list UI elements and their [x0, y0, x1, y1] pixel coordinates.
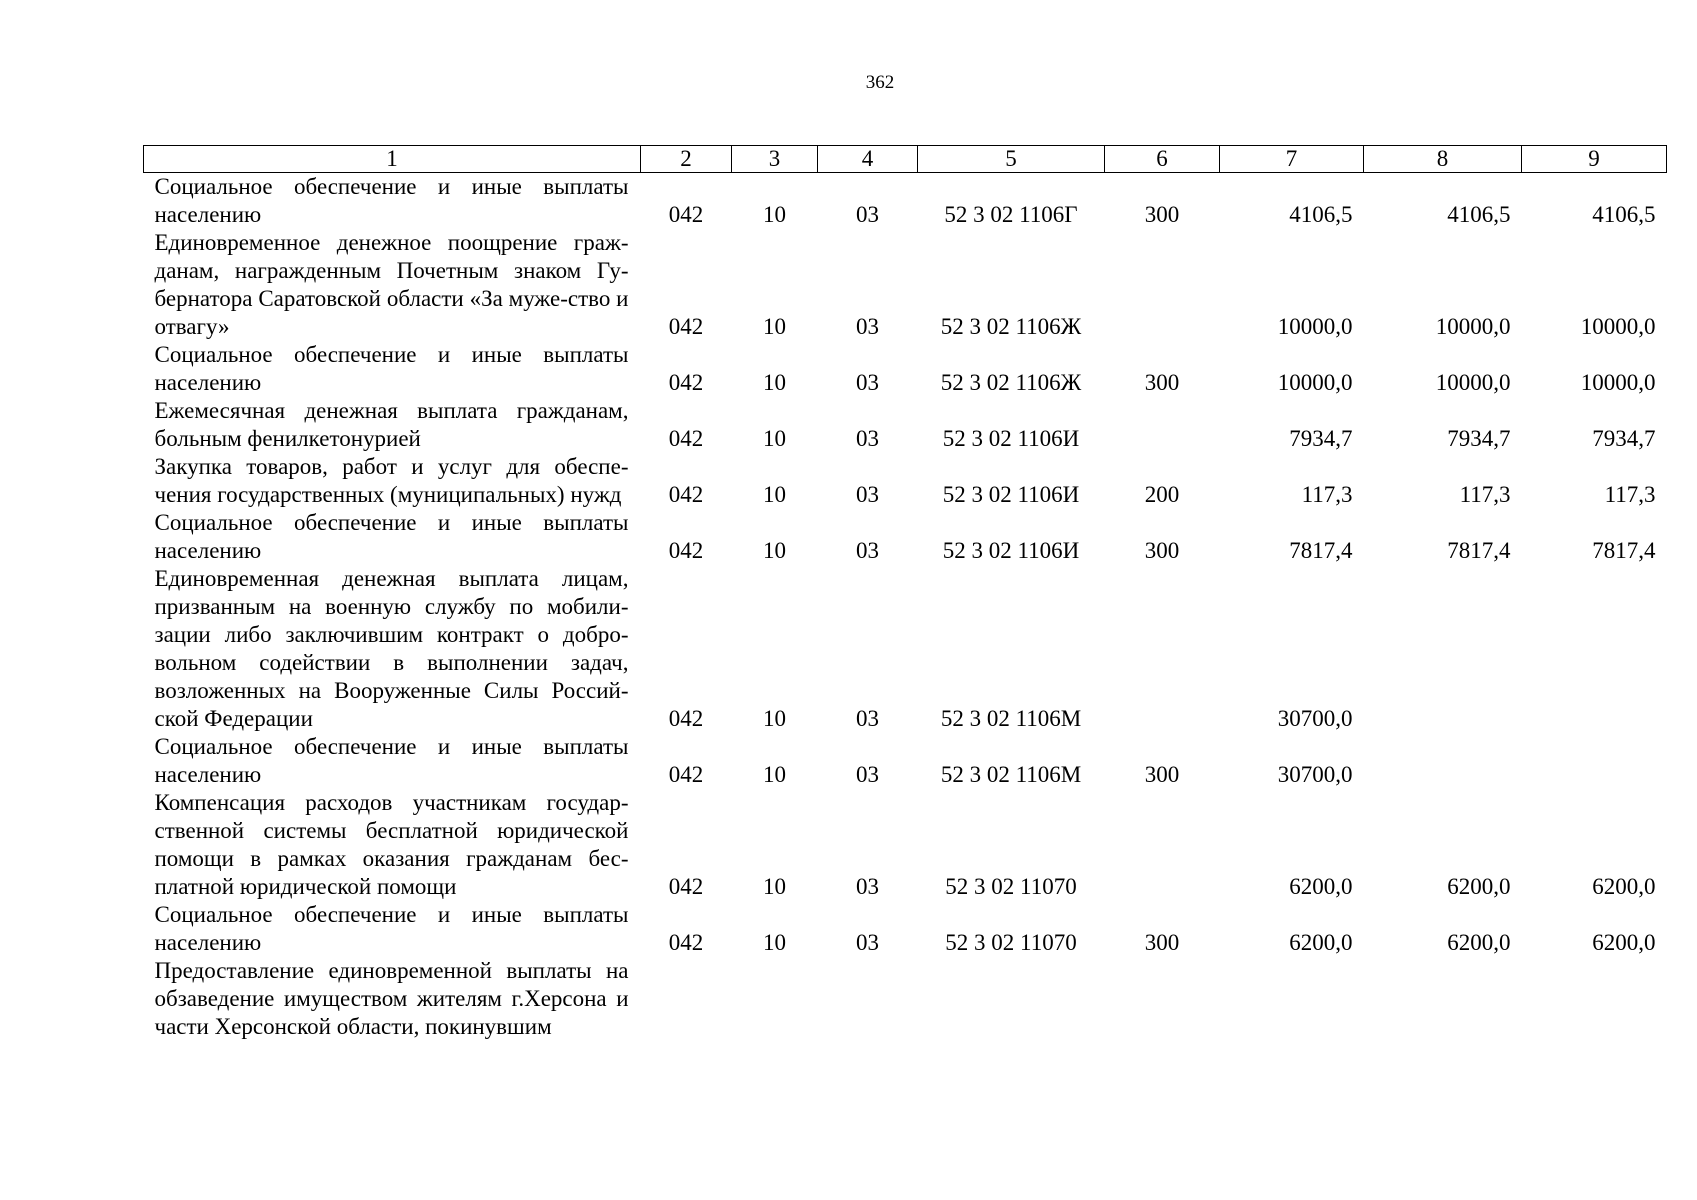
- table-row: [144, 173, 1667, 230]
- table-row: [144, 453, 1667, 509]
- cell-amount-7: 30700,0: [1277, 706, 1353, 731]
- row-description: Единовременное денежное поощрение граж-данам, награжденным Почетным знаком Гу-бернатора Саратовской области «За муже-ство и отвагу»: [154, 230, 629, 339]
- cell-expense-type: 300: [1144, 930, 1180, 955]
- cell-amount-8: 10000,0: [1435, 314, 1511, 339]
- cell-amount-8: 10000,0: [1435, 370, 1511, 395]
- budget-table: [143, 145, 1667, 1041]
- cell-amount-9: 117,3: [1604, 482, 1656, 507]
- cell-subsection: 03: [856, 930, 879, 955]
- cell-amount-9: [1522, 733, 1667, 789]
- page-number: 362: [865, 72, 895, 93]
- cell-expense-type: 300: [1144, 202, 1180, 227]
- table-header: [144, 146, 1667, 173]
- cell-target-article: 52 3 02 1106М: [940, 706, 1082, 731]
- cell-target-article: 52 3 02 1106Ж: [940, 314, 1082, 339]
- cell-section: 10: [763, 762, 786, 787]
- cell-amount-7: 6200,0: [1289, 930, 1353, 955]
- cell-amount-7: 7934,7: [1289, 426, 1353, 451]
- cell-amount-8: [1364, 733, 1522, 789]
- cell-subsection: 03: [856, 762, 879, 787]
- row-description: Социальное обеспечение и иные выплаты населению: [154, 510, 629, 563]
- row-description: Компенсация расходов участникам государ-ственной системы бесплатной юридической помощи в рамках оказания гражданам бес-платной юридической помощи: [154, 790, 629, 899]
- cell-subsection: [818, 957, 918, 1041]
- cell-ministry-code: 042: [668, 202, 704, 227]
- cell-expense-type: 300: [1144, 538, 1180, 563]
- cell-target-article: 52 3 02 1106Г: [944, 202, 1078, 227]
- cell-subsection: 03: [856, 426, 879, 451]
- cell-amount-9: 6200,0: [1592, 930, 1656, 955]
- cell-amount-8: 4106,5: [1447, 202, 1511, 227]
- cell-ministry-code: 042: [668, 874, 704, 899]
- table-body: [144, 173, 1667, 1042]
- cell-amount-9: 7934,7: [1592, 426, 1656, 451]
- cell-ministry-code: 042: [668, 314, 704, 339]
- header-col-7: 7: [1220, 146, 1364, 173]
- cell-subsection: 03: [856, 538, 879, 563]
- cell-subsection: 03: [856, 202, 879, 227]
- cell-section: 10: [763, 874, 786, 899]
- cell-expense-type: [1105, 789, 1220, 901]
- cell-amount-7: 4106,5: [1289, 202, 1353, 227]
- cell-subsection: 03: [856, 706, 879, 731]
- header-col-4: 4: [818, 146, 918, 173]
- cell-section: 10: [763, 706, 786, 731]
- header-row: [144, 146, 1667, 173]
- row-description: Социальное обеспечение и иные выплаты населению: [154, 902, 629, 955]
- cell-expense-type: [1105, 957, 1220, 1041]
- cell-expense-type: [1105, 229, 1220, 341]
- cell-section: 10: [763, 930, 786, 955]
- table-row: [144, 397, 1667, 453]
- cell-expense-type: 300: [1144, 762, 1180, 787]
- table-row: [144, 509, 1667, 565]
- cell-amount-9: 7817,4: [1592, 538, 1656, 563]
- cell-section: 10: [763, 202, 786, 227]
- row-description: Единовременная денежная выплата лицам, призванным на военную службу по мобили-зации либо заключившим контракт о добро-вольном содействии в выполнении задач, возложенных на Вооруженные Силы Россий-ской Федерации: [154, 566, 629, 731]
- table-row: [144, 957, 1667, 1041]
- cell-ministry-code: 042: [668, 426, 704, 451]
- cell-subsection: 03: [856, 482, 879, 507]
- row-description: Ежемесячная денежная выплата гражданам, больным фенилкетонурией: [154, 398, 629, 451]
- cell-section: 10: [763, 426, 786, 451]
- cell-amount-7: 7817,4: [1289, 538, 1353, 563]
- cell-ministry-code: 042: [668, 538, 704, 563]
- cell-section: 10: [763, 314, 786, 339]
- cell-amount-9: 10000,0: [1580, 370, 1656, 395]
- cell-ministry-code: 042: [668, 706, 704, 731]
- cell-subsection: 03: [856, 370, 879, 395]
- cell-amount-7: 6200,0: [1289, 874, 1353, 899]
- cell-amount-8: 6200,0: [1447, 930, 1511, 955]
- header-col-2: 2: [641, 146, 732, 173]
- cell-section: 10: [763, 482, 786, 507]
- header-col-3: 3: [732, 146, 818, 173]
- cell-ministry-code: 042: [668, 482, 704, 507]
- cell-amount-8: 7817,4: [1447, 538, 1511, 563]
- cell-target-article: 52 3 02 1106Ж: [940, 370, 1082, 395]
- cell-target-article: 52 3 02 1106М: [940, 762, 1082, 787]
- cell-amount-7: [1220, 957, 1364, 1041]
- cell-expense-type: [1105, 565, 1220, 733]
- budget-table-container: [143, 145, 1666, 1041]
- cell-ministry-code: 042: [668, 370, 704, 395]
- table-row: [144, 565, 1667, 733]
- row-description: Социальное обеспечение и иные выплаты населению: [154, 734, 629, 787]
- header-col-9: 9: [1522, 146, 1667, 173]
- cell-amount-9: [1522, 957, 1667, 1041]
- cell-target-article: 52 3 02 1106И: [942, 482, 1080, 507]
- row-description: Социальное обеспечение и иные выплаты населению: [154, 174, 629, 227]
- cell-amount-9: 10000,0: [1580, 314, 1656, 339]
- row-description: Предоставление единовременной выплаты на обзаведение имуществом жителям г.Херсона и части Херсонской области, покинувшим: [154, 958, 629, 1039]
- cell-target-article: 52 3 02 11070: [945, 874, 1077, 899]
- header-col-5: 5: [918, 146, 1105, 173]
- cell-ministry-code: 042: [668, 762, 704, 787]
- table-row: [144, 789, 1667, 901]
- row-description: Социальное обеспечение и иные выплаты населению: [154, 342, 629, 395]
- header-col-6: 6: [1105, 146, 1220, 173]
- cell-expense-type: 300: [1144, 370, 1180, 395]
- cell-amount-9: [1522, 565, 1667, 733]
- cell-subsection: 03: [856, 314, 879, 339]
- cell-amount-7: 10000,0: [1277, 314, 1353, 339]
- table-row: [144, 341, 1667, 397]
- cell-target-article: 52 3 02 11070: [945, 930, 1077, 955]
- cell-section: 10: [763, 370, 786, 395]
- cell-target-article: 52 3 02 1106И: [942, 426, 1080, 451]
- header-col-1: 1: [144, 146, 641, 173]
- cell-subsection: 03: [856, 874, 879, 899]
- cell-amount-8: 6200,0: [1447, 874, 1511, 899]
- cell-target-article: 52 3 02 1106И: [942, 538, 1080, 563]
- table-row: [144, 229, 1667, 341]
- cell-expense-type: [1105, 397, 1220, 453]
- cell-target-article: [918, 957, 1105, 1041]
- header-col-8: 8: [1364, 146, 1522, 173]
- cell-amount-7: 10000,0: [1277, 370, 1353, 395]
- cell-section: [732, 957, 818, 1041]
- cell-ministry-code: 042: [668, 930, 704, 955]
- cell-amount-7: 30700,0: [1277, 762, 1353, 787]
- cell-amount-8: [1364, 957, 1522, 1041]
- cell-expense-type: 200: [1144, 482, 1180, 507]
- table-row: [144, 901, 1667, 957]
- cell-amount-7: 117,3: [1301, 482, 1353, 507]
- cell-ministry-code: [641, 957, 732, 1041]
- table-row: [144, 733, 1667, 789]
- row-description: Закупка товаров, работ и услуг для обеспе-чения государственных (муниципальных) нужд: [154, 454, 629, 507]
- cell-section: 10: [763, 538, 786, 563]
- cell-amount-8: [1364, 565, 1522, 733]
- cell-amount-9: 6200,0: [1592, 874, 1656, 899]
- cell-amount-8: 117,3: [1459, 482, 1511, 507]
- cell-amount-9: 4106,5: [1592, 202, 1656, 227]
- cell-amount-8: 7934,7: [1447, 426, 1511, 451]
